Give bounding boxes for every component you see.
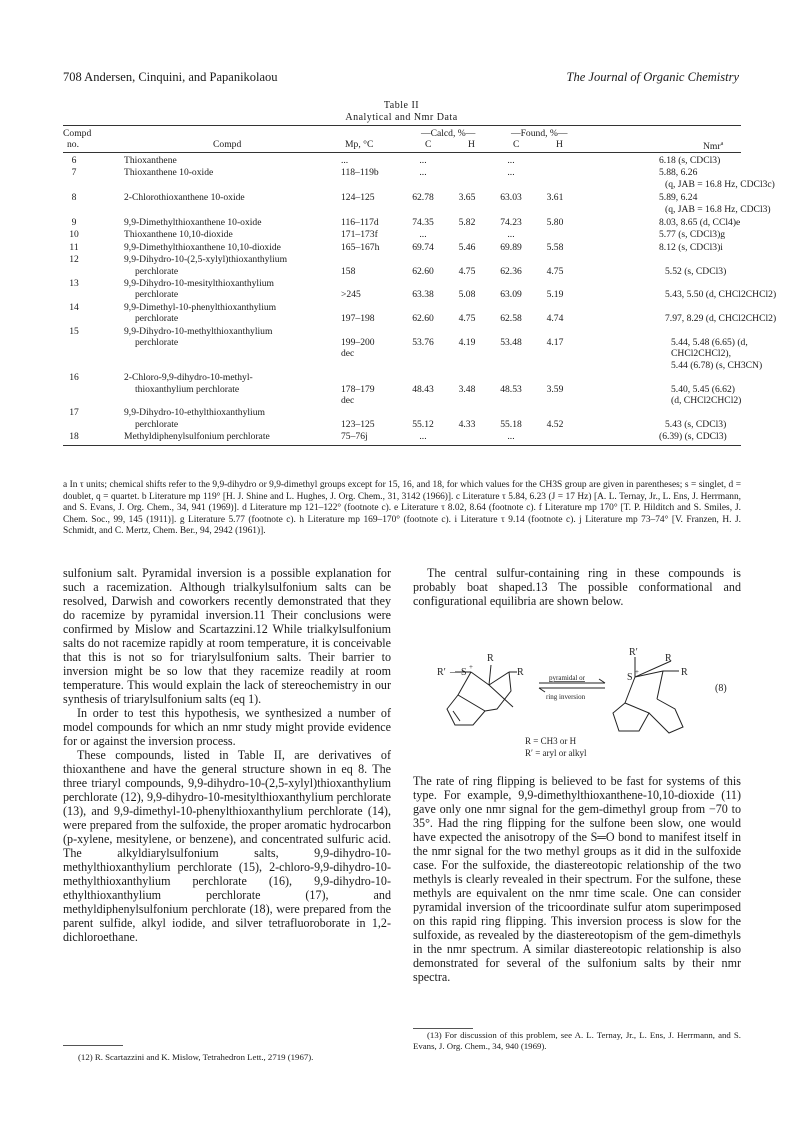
label-s: S xyxy=(461,667,467,678)
label-dash: — xyxy=(450,667,460,678)
nmr-data: (q, JAB = 16.8 Hz, CDCl3c) xyxy=(665,178,775,190)
found-h: 5.58 xyxy=(546,241,564,253)
found-h: 4.17 xyxy=(546,337,564,348)
melting-point: 124–125 xyxy=(341,192,375,204)
header-calcd: —Calcd, %— xyxy=(421,128,476,139)
compound-number: 6 xyxy=(71,155,77,166)
right-text-column-continued xyxy=(413,774,741,984)
table-subtitle: Analytical and Nmr Data xyxy=(345,112,458,123)
nmr-data: 8.03, 8.65 (d, CCl4)e xyxy=(659,217,741,228)
calcd-c: 62.78 xyxy=(412,192,434,204)
found-c: 53.48 xyxy=(500,337,522,348)
label-s: S xyxy=(627,672,633,683)
compound-name: 9,9-Dihydro-10-mesitylthioxanthylium xyxy=(124,278,275,289)
melting-point: 116–117d xyxy=(341,217,379,228)
calcd-c: 69.74 xyxy=(412,241,434,253)
calcd-h: 5.46 xyxy=(458,241,476,253)
found-c: ... xyxy=(507,155,515,166)
found-c: 69.89 xyxy=(500,241,522,253)
nmr-data: 5.43, 5.50 (d, CHCl2CHCl2) xyxy=(665,289,777,301)
compound-number: 8 xyxy=(71,192,77,204)
melting-point: 118–119b xyxy=(341,167,379,179)
calcd-h: 5.08 xyxy=(458,289,476,301)
reference-13: (13) For discussion of this problem, see A. L. Ternay, Jr., L. Ens, J. Herrmann, and S. Evans, J. Org. Chem., 34, 940 (1969). xyxy=(413,1030,741,1051)
nmr-data: (d, CHCl2CHCl2) xyxy=(671,395,742,406)
nmr-data: 5.89, 6.24 xyxy=(659,192,698,204)
header-found: —Found, %— xyxy=(511,128,568,139)
bond-line xyxy=(471,672,489,685)
melting-point: dec xyxy=(341,395,355,406)
equation-number: (8) xyxy=(715,683,727,694)
header-calcd-c: C xyxy=(425,139,432,150)
benzo-ring xyxy=(447,695,485,725)
calcd-c: ... xyxy=(419,167,427,179)
reference-12: (12) R. Scartazzini and K. Mislow, Tetrahedron Lett., 2719 (1967). xyxy=(78,1052,314,1062)
calcd-c: 55.12 xyxy=(412,418,434,430)
found-c: ... xyxy=(507,167,515,179)
calcd-c: ... xyxy=(419,229,427,241)
label-plus: + xyxy=(635,668,639,676)
calcd-h: 4.75 xyxy=(458,313,476,325)
calcd-c: 62.60 xyxy=(412,265,434,277)
compound-name: Methyldiphenylsulfonium perchlorate xyxy=(124,431,270,443)
found-h: 4.75 xyxy=(546,265,564,277)
paragraph: The rate of ring flipping is believed to be fast for systems of this type. For example, 9,9-dimethylthioxanthene-10,10-dioxide (11) gave only one nmr signal for the gem-dimethyl group from −70 to 35°. Had the ring flipping for the sulfone been slow, one would have expected the anisotropy of the S═O bond to manifest itself in the nmr signal for the two methyl groups as it did in the sulfoxide case. For the sulfoxide, the diastereotopic relationship of the two methyls is clearly revealed in their spectrum. For the sulfone, these methyls are equivalent on the nmr time scale. One can consider pyramidal inversion of the tricoordinate sulfur atom superimposed on this rapid ring flipping. This inversion process is slow for the sulfoxide, as revealed by the diastereotopism of the gem-dimethyls in the nmr spectrum. A similar diastereotopic relationship is also demonstrated for several of the sulfonium salts by their nmr spectra. xyxy=(413,774,741,984)
compound-name: Thioxanthene 10,10-dioxide xyxy=(124,229,233,241)
nmr-data: 5.44, 5.48 (6.65) (d, xyxy=(671,337,748,348)
calcd-c: 48.43 xyxy=(412,383,434,395)
melting-point: 158 xyxy=(341,265,356,277)
bond-line xyxy=(489,672,509,685)
found-c: 63.03 xyxy=(500,192,522,204)
found-h: 3.61 xyxy=(546,192,564,204)
compound-number: 9 xyxy=(71,217,77,228)
bond-line xyxy=(635,671,663,677)
compound-number: 12 xyxy=(69,254,79,266)
melting-point: 75–76j xyxy=(341,431,368,443)
melting-point: 171–173f xyxy=(341,229,378,241)
calcd-c: ... xyxy=(419,431,427,443)
table-title: Table II xyxy=(383,100,420,111)
nmr-data: (q, JAB = 16.8 Hz, CDCl3) xyxy=(665,203,771,215)
melting-point: >245 xyxy=(341,289,361,301)
melting-point: 123–125 xyxy=(341,418,375,430)
nmr-data: 5.52 (s, CDCl3) xyxy=(665,265,727,277)
compound-name: 9,9-Dihydro-10-(2,5-xylyl)thioxanthylium xyxy=(124,254,288,266)
paragraph: These compounds, listed in Table II, are derivatives of thioxanthene and have the general structure shown in eq 8. The three triaryl compounds, 9,9-dihydro-10-(2,5-xylyl)thioxanthylium perchlorate (12), 9,9-dihydro-10-mesitylthioxanthylium perchlorate (13), and 9,9-dimethyl-10-phenylthioxanthylium perchlorate (14), were prepared from the sulfoxide, the proper aromatic hydrocarbon (p-xylene, mesitylene, or benzene), and concentrated sulfuric acid. The alkyldiarylsulfonium salts, 9,9-dihydro-10-methylthioxanthylium perchlorate (15), 2-chloro-9,9-dihydro-10-methylthioxanthylium perchlorate (16), 9,9-dihydro-10-ethylthioxanthylium perchlorate (17), and methyldiphenylsulfonium perchlorate (18), were prepared from the parent sulfide, alkyl iodide, and silver tetrafluoroborate in 1,2-dichloroethane. xyxy=(63,748,391,944)
calcd-c: ... xyxy=(419,155,427,166)
r-definition: R = CH3 or H xyxy=(525,736,577,746)
label-r-prime: R′ xyxy=(629,647,638,658)
found-h: 5.80 xyxy=(546,217,564,228)
melting-point: 199–200 xyxy=(341,337,375,348)
table-header-rule xyxy=(63,152,741,153)
nmr-data: 5.77 (s, CDCl3)g xyxy=(659,229,726,241)
compound-name: perchlorate xyxy=(135,265,179,277)
compound-number: 15 xyxy=(69,325,79,337)
label-r-prime: R′ xyxy=(437,667,446,678)
found-h: 4.52 xyxy=(546,418,564,430)
label-r: R xyxy=(665,653,672,664)
paragraph: In order to test this hypothesis, we synthesized a number of model compounds for which an nmr study might provide evidence for or against the inversion process. xyxy=(63,706,391,748)
r-prime-definition: R′ = aryl or alkyl xyxy=(525,748,587,758)
header-calcd-h: H xyxy=(468,139,475,150)
compound-name: 9,9-Dimethylthioxanthene 10,10-dioxide xyxy=(124,241,281,253)
compound-name: 2-Chloro-9,9-dihydro-10-methyl- xyxy=(124,372,253,384)
header-found-c: C xyxy=(513,139,520,150)
paragraph: The central sulfur-containing ring in these compounds is probably boat shaped.13 The possible conformational and configurational equilibria are shown below. xyxy=(413,566,741,608)
label-r: R xyxy=(681,667,688,678)
found-h: 5.19 xyxy=(546,289,564,301)
scheme-drawing xyxy=(413,647,741,759)
found-h: 4.74 xyxy=(546,313,564,325)
label-r: R xyxy=(517,667,524,678)
arrow-label-top: pyramidal or xyxy=(549,674,585,682)
calcd-h: 3.48 xyxy=(458,383,476,395)
paragraph: sulfonium salt. Pyramidal inversion is a possible explanation for such a racemization. Although trialkylsulfonium salts can be resolved, Darwish and coworkers recently demonstrated that they do racemize by pyramidal inversion.11 Their conclusions were confirmed by Mislow and Scartazzini.12 While trialkylsulfonium salts do not racemize rapidly at room temperature, it is conceivable that this is not so for triarylsulfonium salts. Their barrier to inversion might be so low that they racemize readily at room temperature. This would explain the lack of stereochemistry in our synthesis of triarylsulfonium salts (eq 1). xyxy=(63,566,391,706)
label-r: R xyxy=(487,653,494,664)
table-footnotes: a In τ units; chemical shifts refer to the 9,9-dihydro or 9,9-dimethyl groups except for 15, 16, and 18, for which values for the CH3S group are given in parentheses; s = singlet, d = doublet, q = quartet. b Literature mp 119° [H. J. Shine and L. Hughes, J. Org. Chem., 31, 3142 (1966)]. c Literature τ 5.84, 6.23 (J = 17 Hz) [A. L. Ternay, Jr., L. Ens, J. Herrmann, and S. Evans, J. Org. Chem., 34, 941 (1969)]. d Literature mp 121–122° (footnote c). e Literature τ 8.02, 8.64 (footnote c). f Literature mp 170° [T. P. Hilditch and S. Smiles, J. Chem. Soc., 99, 145 (1911)]. g Literature 5.77 (footnote c). h Literature mp 169–170° (footnote c). i Literature τ 9.14 (footnote c). j Literature mp 73–74° [V. Franzen, H. J. Schmidt, and C. Mertz, Chem. Ber., 94, 2942 (1961)]. xyxy=(63,480,741,536)
compound-name: 9,9-Dihydro-10-ethylthioxanthylium xyxy=(124,407,265,419)
compound-name: perchlorate xyxy=(135,418,179,430)
nmr-data: 5.44 (6.78) (s, CH3CN) xyxy=(671,359,763,371)
header-nmr: Nmr$^a$ xyxy=(703,141,724,153)
bond-line xyxy=(485,672,511,711)
calcd-c: 53.76 xyxy=(412,337,434,348)
compound-name: perchlorate xyxy=(135,337,179,348)
calcd-h: 4.33 xyxy=(458,418,476,430)
compound-name: thioxanthylium perchlorate xyxy=(135,383,240,395)
nmr-data: (6.39) (s, CDCl3) xyxy=(659,431,727,443)
calcd-h: 4.75 xyxy=(458,265,476,277)
calcd-h: 5.82 xyxy=(458,217,476,228)
nmr-data: 5.88, 6.26 xyxy=(659,167,698,179)
table-bottom-rule xyxy=(63,445,741,446)
nmr-data: CHCl2CHCl2), xyxy=(671,348,731,360)
compound-number: 16 xyxy=(69,372,79,384)
compound-name: 9,9-Dimethylthioxanthene 10-oxide xyxy=(124,217,262,228)
melting-point: dec xyxy=(341,348,355,360)
running-header-authors: 708 Andersen, Cinquini, and Papanikolaou xyxy=(63,70,278,84)
found-c: 55.18 xyxy=(500,418,522,430)
found-c: 62.58 xyxy=(500,313,522,325)
reference-rule xyxy=(413,1028,473,1029)
found-h: 3.59 xyxy=(546,383,564,395)
calcd-c: 63.38 xyxy=(412,289,434,301)
compound-name: Thioxanthene xyxy=(124,155,177,166)
header-compd: Compd xyxy=(213,139,242,150)
header-compd-no-2: no. xyxy=(67,139,79,150)
calcd-h: 3.65 xyxy=(458,192,476,204)
compound-name: 9,9-Dimethyl-10-phenylthioxanthylium xyxy=(124,301,277,313)
compound-name: 9,9-Dihydro-10-methylthioxanthylium xyxy=(124,325,273,337)
compound-number: 17 xyxy=(69,407,79,419)
compound-number: 13 xyxy=(69,278,79,289)
compound-number: 18 xyxy=(69,431,79,443)
arrow-label-bottom: ring inversion xyxy=(546,693,586,701)
nmr-data: 7.97, 8.29 (d, CHCl2CHCl2) xyxy=(665,313,777,325)
nmr-data: 6.18 (s, CDCl3) xyxy=(659,155,721,166)
found-c: ... xyxy=(507,229,515,241)
found-c: ... xyxy=(507,431,515,443)
compound-name: perchlorate xyxy=(135,289,179,301)
compound-number: 14 xyxy=(69,301,79,313)
arrow-head xyxy=(539,688,545,692)
found-c: 74.23 xyxy=(500,217,522,228)
header-compd-no-1: Compd xyxy=(63,128,92,139)
compound-number: 10 xyxy=(69,229,79,241)
compound-name: 2-Chlorothioxanthene 10-oxide xyxy=(124,192,245,204)
header-mp: Mp, °C xyxy=(345,139,374,150)
found-c: 63.09 xyxy=(500,289,522,301)
calcd-c: 74.35 xyxy=(412,217,434,228)
table-top-rule xyxy=(63,125,741,126)
benzo-ring xyxy=(613,703,649,731)
melting-point: 197–198 xyxy=(341,313,375,325)
left-text-column xyxy=(63,566,391,944)
melting-point: 165–167h xyxy=(341,241,380,253)
compound-number: 7 xyxy=(71,167,77,179)
right-text-column xyxy=(413,566,741,608)
compound-name: perchlorate xyxy=(135,313,179,325)
running-header-journal: The Journal of Organic Chemistry xyxy=(566,70,739,84)
nmr-data: 5.43 (s, CDCl3) xyxy=(665,418,727,430)
nmr-data: 8.12 (s, CDCl3)i xyxy=(659,241,723,253)
melting-point: 178–179 xyxy=(341,383,375,395)
header-found-h: H xyxy=(556,139,563,150)
found-c: 48.53 xyxy=(500,383,522,395)
found-c: 62.36 xyxy=(500,265,522,277)
reaction-scheme-8 xyxy=(413,647,741,759)
melting-point: ... xyxy=(341,155,349,166)
compound-number: 11 xyxy=(69,241,79,253)
nmr-data: 5.40, 5.45 (6.62) xyxy=(671,383,735,395)
bond-line xyxy=(453,711,460,721)
reference-rule xyxy=(63,1045,123,1046)
calcd-h: 4.19 xyxy=(458,337,476,348)
compound-name: Thioxanthene 10-oxide xyxy=(124,167,214,179)
bond-line xyxy=(657,671,663,699)
arrow-head xyxy=(599,679,605,683)
benzo-ring xyxy=(649,699,683,733)
label-plus: + xyxy=(469,663,473,671)
calcd-c: 62.60 xyxy=(412,313,434,325)
bond-line xyxy=(489,665,491,685)
